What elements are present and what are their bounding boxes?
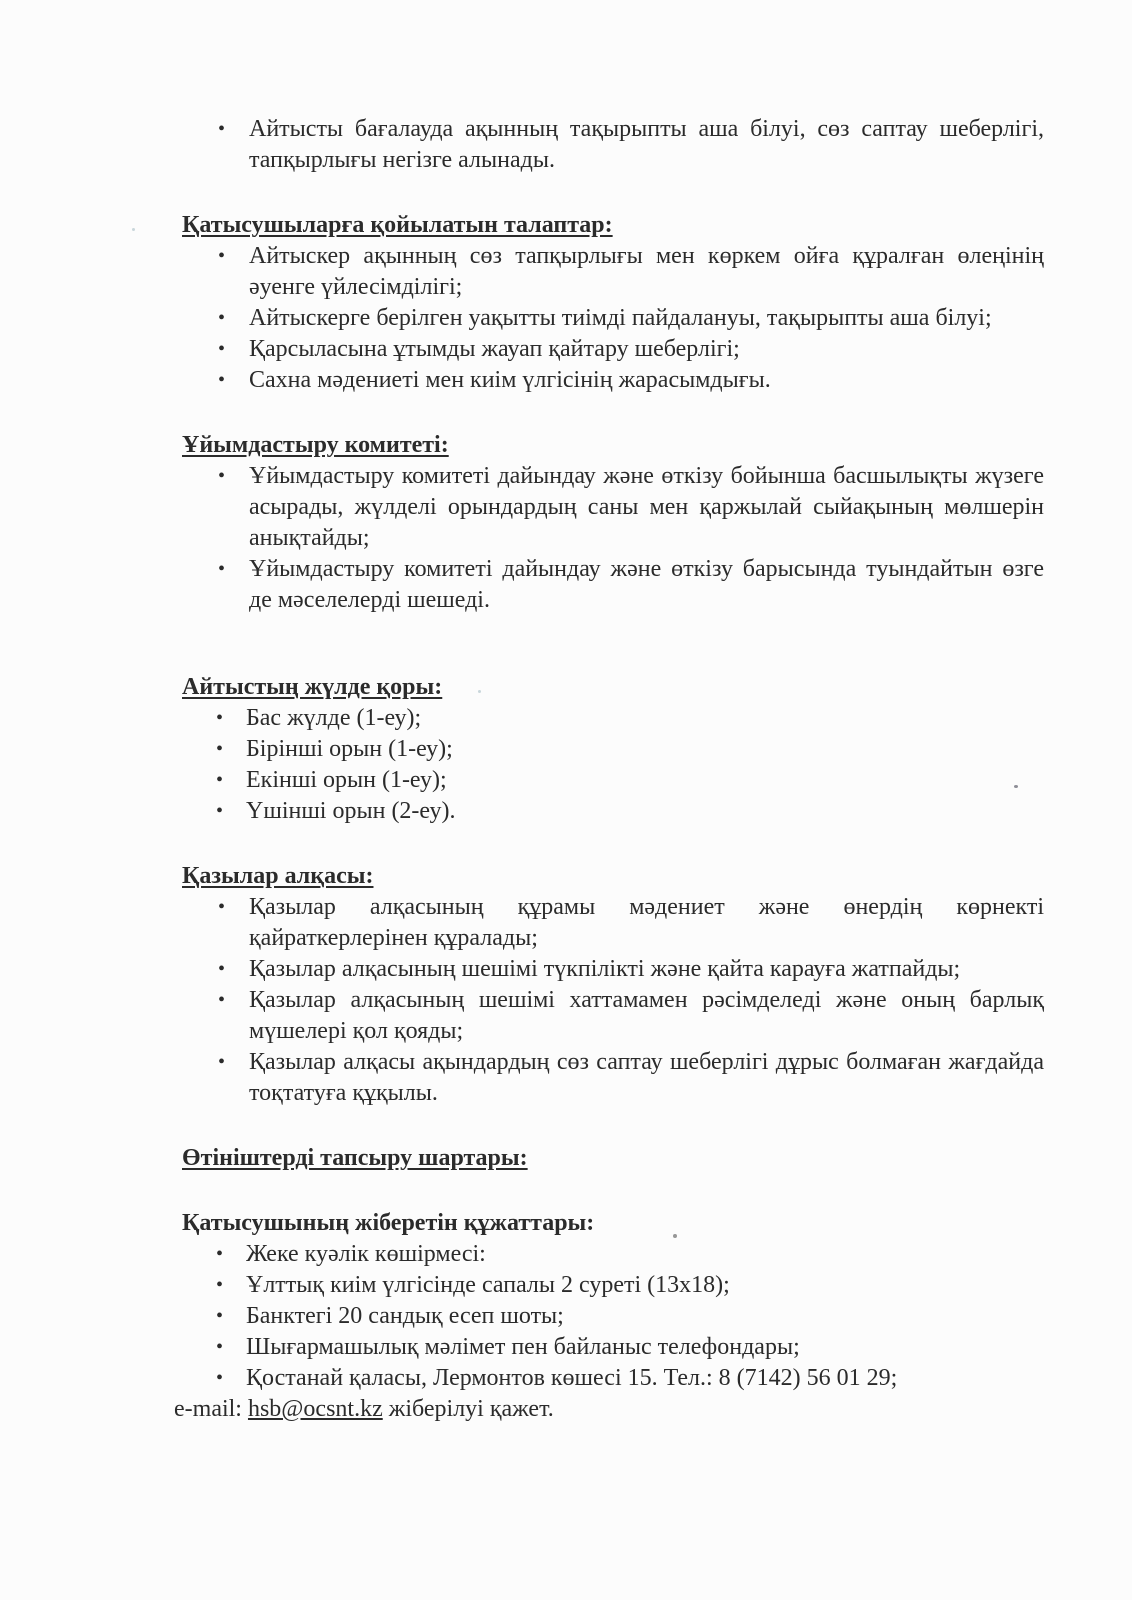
bullet-icon: • [218,307,226,329]
list-item [182,765,1044,796]
email-line [174,1394,1044,1425]
prize-fund-list [182,703,1044,827]
bullet-icon: • [218,896,226,918]
email-suffix: жіберілуі қажет. [382,1396,554,1422]
list-item-text: Ұйымдастыру комитеті дайындау және өткізу бойынша басшылықты жүзеге асырады, жүлделі орындардың саны мен қаржылай сыйақының мөлшерін анықтайды; [249,463,1044,551]
bullet-icon: • [216,1243,224,1265]
bullet-icon: • [218,245,226,267]
bullet-icon: • [218,118,226,140]
list-item-text: Қазылар алқасының құрамы мәдениет және өнердің көрнекті қайраткерлерінен құралады; [249,894,1044,951]
documents-list [182,1239,1044,1394]
bullet-icon: • [216,1305,224,1327]
list-item-text: Айтыскерге берілген уақытты тиімді пайдалануы, тақырыпты аша білуі; [249,305,992,331]
list-item [182,734,1044,765]
bullet-icon: • [216,800,224,822]
jury-list [182,892,1044,1109]
list-item-text: Қарсыласына ұтымды жауап қайтару шеберлігі; [249,336,740,362]
list-item-text: Бас жүлде (1-еу); [246,705,422,731]
requirements-list [182,241,1044,396]
list-item-text: Ұйымдастыру комитеті дайындау және өткізу барысында туындайтын өзге де мәселелерді шешеді. [249,556,1044,613]
email-link[interactable]: hsb@ocsnt.kz [247,1396,383,1422]
list-item [182,796,1044,827]
list-item [182,703,1044,734]
bullet-icon: • [216,707,224,729]
list-item [182,114,1044,176]
bullet-icon: • [218,465,226,487]
list-item [182,892,1044,954]
list-item-text: Айтыскер ақынның сөз тапқырлығы мен көркем ойға құралған өлеңінің әуенге үйлесімділігі; [249,243,1044,300]
bullet-icon: • [218,989,226,1011]
list-item-text: Жеке куәлік көшірмесі: [246,1241,486,1267]
list-item [182,241,1044,303]
list-item [182,1332,1044,1363]
bullet-icon: • [216,1336,224,1358]
list-item [182,554,1044,616]
document-body [174,114,1044,1425]
bullet-icon: • [218,1051,226,1073]
list-item [182,303,1044,334]
list-item-text: Бірінші орын (1-еу); [246,736,453,762]
list-item [182,461,1044,554]
bullet-icon: • [218,369,226,391]
list-item-text: Үшінші орын (2-еу). [246,798,456,824]
address-phone-text: Қостанай қаласы, Лермонтов көшесі 15. Тел.: 8 (7142) 56 01 29; [246,1365,898,1391]
bullet-icon: • [216,738,224,760]
committee-list [182,461,1044,616]
section-heading-committee: Ұйымдастыру комитеті: [182,432,449,458]
list-item-text: Қазылар алқасы ақындардың сөз саптау шеберлігі дұрыс болмаған жағдайда тоқтатуға құқылы. [249,1049,1044,1106]
list-item [182,1239,1044,1270]
section-heading-requirements: Қатысушыларға қойылатын талаптар: [182,212,613,238]
list-item-text: Екінші орын (1-еу); [246,767,447,793]
list-item-text: Банктегі 20 сандық есеп шоты; [246,1303,564,1329]
list-item-text: Сахна мәдениеті мен киім үлгісінің жарасымдығы. [249,367,771,393]
bullet-icon: • [216,1274,224,1296]
list-item [182,1047,1044,1109]
section-heading-prize-fund: Айтыстың жүлде қоры: [182,674,443,700]
section-heading-application: Өтініштерді тапсыру шартары: [182,1145,528,1171]
list-item [182,1270,1044,1301]
list-item [182,954,1044,985]
list-item [182,985,1044,1047]
bullet-icon: • [218,558,226,580]
list-item [182,334,1044,365]
list-item-text: Айтысты бағалауда ақынның тақырыпты аша білуі, сөз саптау шеберлігі, тапқырлығы негізге алынады. [249,116,1044,173]
bullet-icon: • [218,338,226,360]
scan-speck [132,228,135,231]
section-heading-jury: Қазылар алқасы: [182,863,374,889]
bullet-icon: • [218,958,226,980]
list-item-text: Ұлттық киім үлгісінде сапалы 2 суреті (13х18); [246,1272,730,1298]
list-item [182,365,1044,396]
bullet-icon: • [216,1367,224,1389]
bullet-icon: • [216,769,224,791]
section-heading-documents: Қатысушының жіберетін құжаттары: [182,1210,595,1236]
list-item [182,1363,1044,1394]
list-item-text: Шығармашылық мәлімет пен байланыс телефондары; [246,1334,800,1360]
intro-list [182,114,1044,176]
list-item [182,1301,1044,1332]
email-prefix: e-mail: [174,1396,248,1422]
list-item-text: Қазылар алқасының шешімі түкпілікті және қайта карауға жатпайды; [249,956,961,982]
list-item-text: Қазылар алқасының шешімі хаттамамен рәсімделеді және оның барлық мүшелері қол қояды; [249,987,1044,1044]
